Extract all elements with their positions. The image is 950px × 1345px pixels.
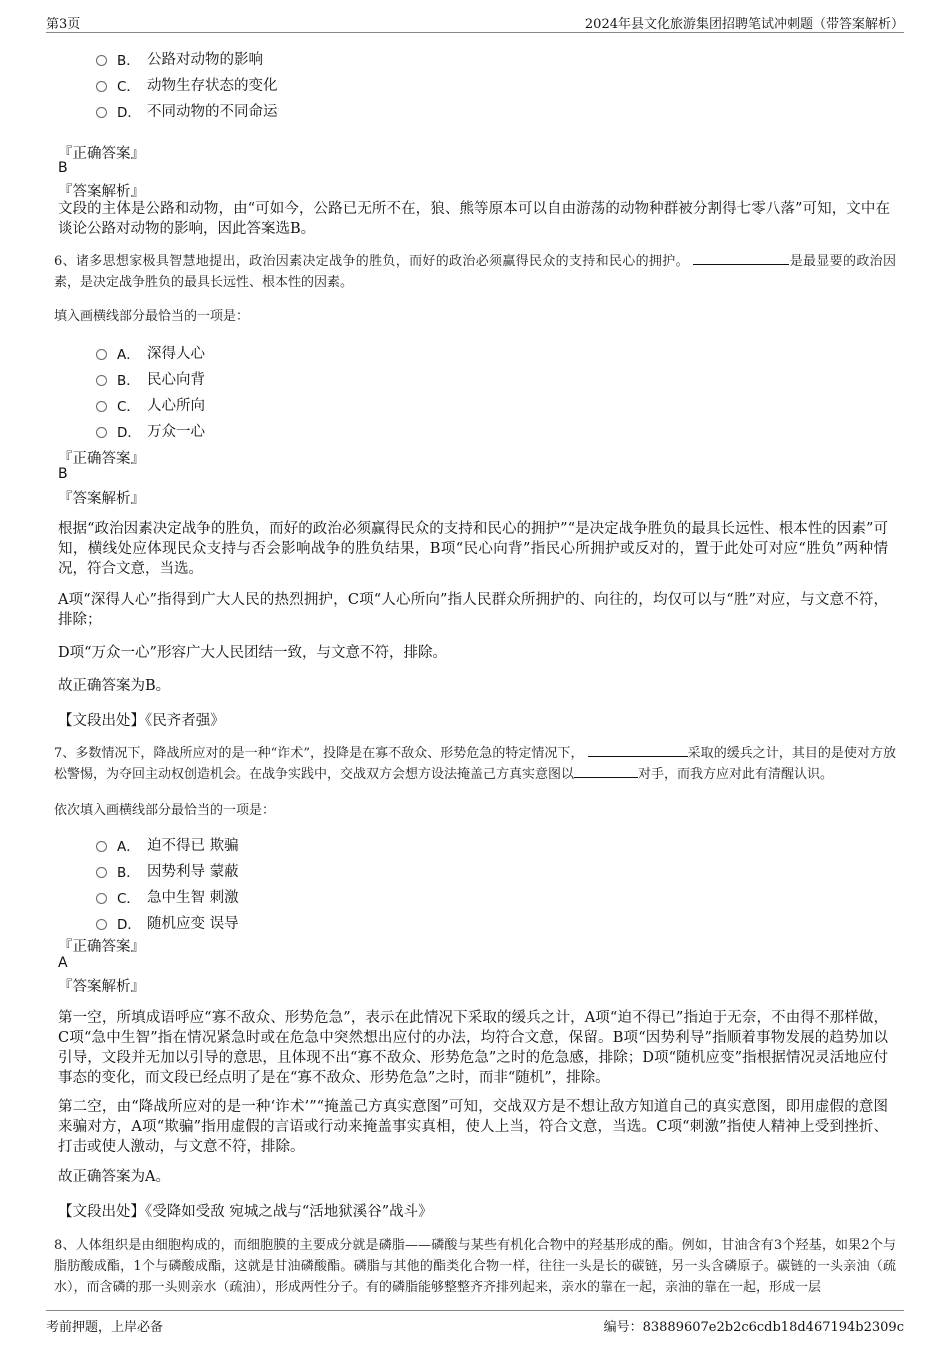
document-title: 2024年县文化旅游集团招聘笔试冲刺题（带答案解析） bbox=[584, 17, 904, 32]
q7-option-a[interactable]: A． 迫不得已 欺骗 bbox=[96, 834, 239, 855]
q6-analysis-para-3: D项“万众一心”形容广大人民团结一致，与文意不符，排除。 bbox=[58, 645, 447, 661]
q7-analysis-para-3: 故正确答案为A。 bbox=[58, 1169, 170, 1185]
q5-answer-label: 『正确答案』 bbox=[58, 146, 145, 162]
q6-analysis-para-1: 根据“政治因素决定战争的胜负，而好的政治必须赢得民众的支持和民心的拥护”“是决定战争胜负的最具长远性、根本性的因素”可知，横线处应体现民众支持与否会影响战争的胜负结果，B项“民心向背”指民心所拥护或反对的，置于此处可对应“胜负”两种情况，符合文意，当选。 bbox=[58, 521, 888, 577]
page-footer bbox=[46, 1310, 904, 1335]
document-code: 编号：83889607e2b2c6cdb18d467194b2309c bbox=[603, 1320, 904, 1335]
q5-option-b[interactable]: B． 公路对动物的影响 bbox=[96, 48, 263, 69]
q7-answer-label: 『正确答案』 bbox=[58, 939, 145, 955]
radio-icon[interactable] bbox=[96, 841, 107, 852]
q6-option-c[interactable]: C． 人心所向 bbox=[96, 394, 205, 415]
q6-analysis-para-2: A项“深得人心”指得到广大人民的热烈拥护，C项“人心所向”指人民群众所拥护的、向往的，均仅可以与“胜”对应，与文意不符，排除； bbox=[58, 592, 888, 628]
radio-icon[interactable] bbox=[96, 427, 107, 438]
q7-source: 【文段出处】《受降如受敌 宛城之战与“活地狱溪谷”战斗》 bbox=[58, 1204, 433, 1220]
radio-icon[interactable] bbox=[96, 919, 107, 930]
page-number: 第3页 bbox=[46, 17, 81, 32]
q5-option-d[interactable]: D． 不同动物的不同命运 bbox=[96, 100, 278, 121]
radio-icon[interactable] bbox=[96, 375, 107, 386]
q5-analysis: 文段的主体是公路和动物，由“可如今，公路已无所不在，狼、熊等原本可以自由游荡的动物种群被分割得七零八落”可知，文中在谈论公路对动物的影响，因此答案选B。 bbox=[58, 201, 890, 237]
radio-icon[interactable] bbox=[96, 867, 107, 878]
q7-analysis-para-1: 第一空，所填成语呼应“寡不敌众、形势危急”，表示在此情况下采取的缓兵之计，A项“迫不得已”指迫于无奈，不由得不那样做，C项“急中生智”指在情况紧急时或在危急中突然想出应付的办法，均符合文意，保留。B项“因势利导”指顺着事物发展的趋势加以引导，文段并无加以引导的意思，且体现不出“寡不敌众、形势危急”之时的危急感，排除；D项“随机应变”指根据情况灵活地应付事态的变化，而文段已经点明了是在“寡不敌众、形势危急”之时，而非“随机”，排除。 bbox=[58, 1010, 888, 1086]
q6-prompt: 填入画横线部分最恰当的一项是： bbox=[54, 309, 250, 324]
q6-answer-label: 『正确答案』 bbox=[58, 451, 145, 467]
radio-icon[interactable] bbox=[96, 349, 107, 360]
q6-answer: B bbox=[58, 466, 68, 482]
radio-icon[interactable] bbox=[96, 893, 107, 904]
q7-answer: A bbox=[58, 955, 68, 971]
q5-option-c[interactable]: C． 动物生存状态的变化 bbox=[96, 74, 278, 95]
q7-prompt: 依次填入画横线部分最恰当的一项是： bbox=[54, 803, 276, 818]
q6-stem: 6、诸多思想家极具智慧地提出，政治因素决定战争的胜负，而好的政治必须赢得民众的支持和民心的拥护。 是最显要的政治因素，是决定战争胜负的最具长远性、根本性的因素。 bbox=[54, 254, 896, 290]
q5-analysis-label: 『答案解析』 bbox=[58, 184, 145, 200]
q8-stem: 8、人体组织是由细胞构成的，而细胞膜的主要成分就是磷脂——磷酸与某些有机化合物中的羟基形成的酯。例如，甘油含有3个羟基，如果2个与脂肪酸成酯，1个与磷酸成酯，这就是甘油磷酸酯。磷脂与其他的酯类化合物一样，往往一头是长的碳链，另一头含磷原子。碳链的一头亲油（疏水），而含磷的那一头则亲水（疏油），形成两性分子。有的磷脂能够整整齐齐排列起来，亲水的靠在一起，亲油的靠在一起，形成一层 bbox=[54, 1238, 896, 1295]
q6-option-a[interactable]: A． 深得人心 bbox=[96, 342, 205, 363]
q6-analysis-label: 『答案解析』 bbox=[58, 491, 145, 507]
radio-icon[interactable] bbox=[96, 81, 107, 92]
q7-option-b[interactable]: B． 因势利导 蒙蔽 bbox=[96, 860, 239, 881]
q7-option-d[interactable]: D． 随机应变 误导 bbox=[96, 912, 239, 933]
q6-analysis-para-4: 故正确答案为B。 bbox=[58, 678, 171, 694]
fill-blank bbox=[588, 744, 688, 757]
q6-source: 【文段出处】《民齐者强》 bbox=[58, 713, 225, 729]
radio-icon[interactable] bbox=[96, 55, 107, 66]
page-header bbox=[46, 10, 904, 33]
q5-answer: B bbox=[58, 160, 68, 176]
q6-option-b[interactable]: B． 民心向背 bbox=[96, 368, 205, 389]
q7-analysis-label: 『答案解析』 bbox=[58, 979, 145, 995]
q7-analysis-para-2: 第二空，由“降战所应对的是一种‘诈术’”“掩盖己方真实意图”可知，交战双方是不想让敌方知道自己的真实意图，即用虚假的意图来骗对方，A项“欺骗”指用虚假的言语或行动来掩盖事实真相，使人上当，符合文意，当选。C项“刺激”指使人精神上受到挫折、打击或使人激动，与文意不符，排除。 bbox=[58, 1099, 888, 1155]
q6-option-d[interactable]: D． 万众一心 bbox=[96, 420, 205, 441]
radio-icon[interactable] bbox=[96, 401, 107, 412]
radio-icon[interactable] bbox=[96, 107, 107, 118]
fill-blank bbox=[693, 252, 789, 265]
fill-blank bbox=[574, 765, 638, 778]
footer-slogan: 考前押题，上岸必备 bbox=[46, 1320, 164, 1335]
q7-stem: 7、多数情况下，降战所应对的是一种“诈术”，投降是在寡不敌众、形势危急的特定情况下， 采取的缓兵之计，其目的是使对方放松警惕，为夺回主动权创造机会。在战争实践中，交战双方会想方设法掩盖己方真实意图以 对手，而我方应对此有清醒认识。 bbox=[54, 746, 896, 782]
q7-option-c[interactable]: C． 急中生智 刺激 bbox=[96, 886, 239, 907]
